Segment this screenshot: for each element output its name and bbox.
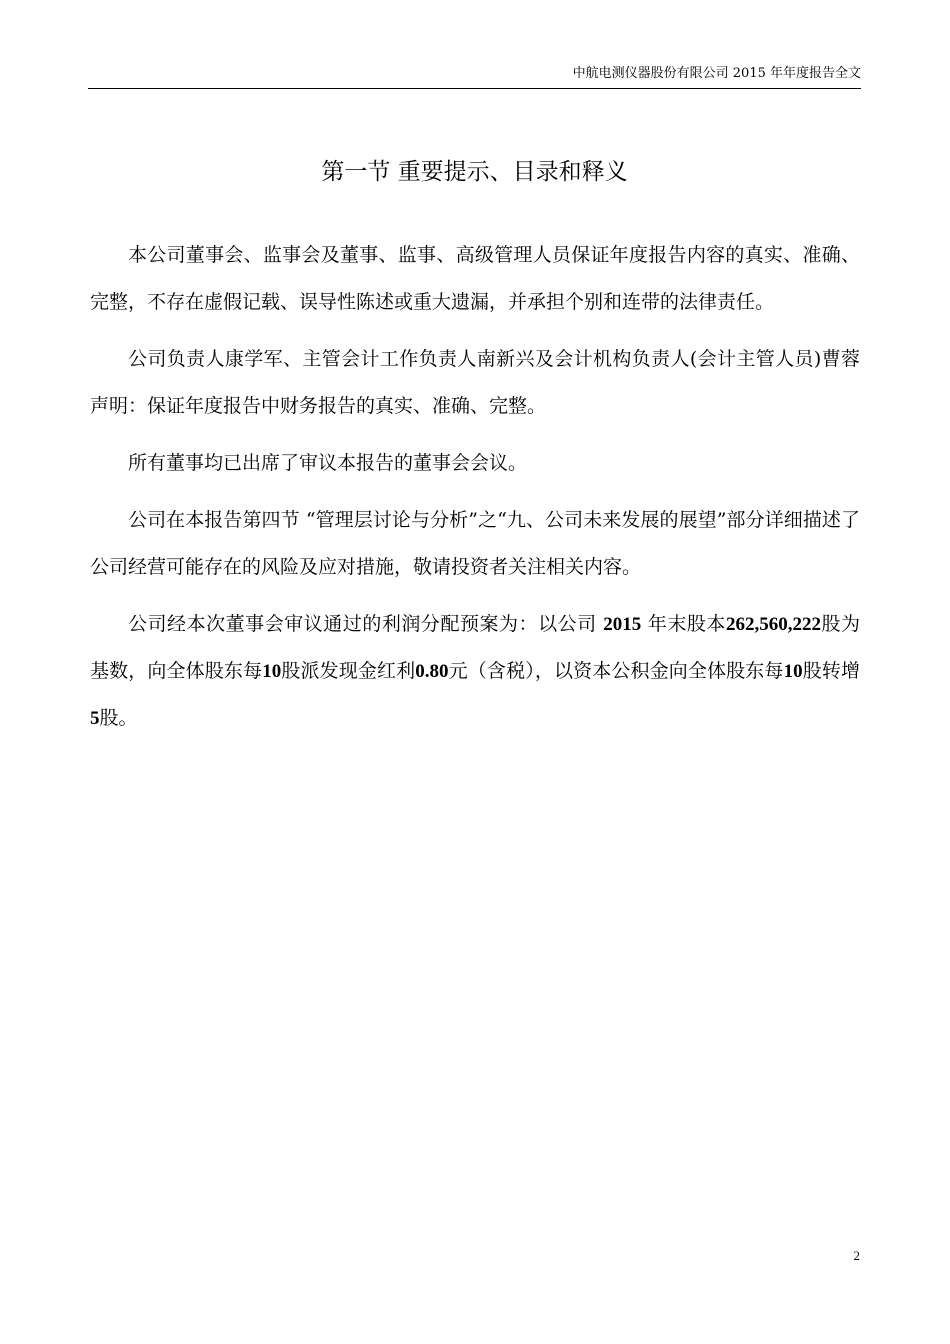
bonus-shares: 5: [90, 708, 100, 729]
running-title: 中航电测仪器股份有限公司 2015 年年度报告全文: [572, 66, 861, 81]
text-segment: 年末股本: [641, 613, 726, 635]
paragraph-responsibility: 本公司董事会、监事会及董事、监事、高级管理人员保证年度报告内容的真实、准确、完整，不存在虚假记载、误导性陈述或重大遗漏，并承担个别和连带的法律责任。: [90, 244, 860, 313]
text-segment: 股转增: [802, 660, 860, 682]
page-header: [88, 66, 861, 89]
per-share-base-2: 10: [783, 661, 803, 682]
section-title: 第一节 重要提示、目录和释义: [321, 159, 628, 185]
text-segment: 公司经本次董事会审议通过的利润分配预案为：以公司: [128, 613, 604, 635]
body-text: [90, 232, 860, 752]
share-capital: 262,560,222: [725, 614, 821, 635]
text-segment: 元（含税），以资本公积金向全体股东每: [448, 660, 784, 682]
per-share-base: 10: [262, 661, 282, 682]
paragraph-declaration: 公司负责人康学军、主管会计工作负责人南新兴及会计机构负责人(会计主管人员)曹蓉声明：保证年度报告中财务报告的真实、准确、完整。: [90, 348, 860, 417]
paragraph-attendance: 所有董事均已出席了审议本报告的董事会会议。: [128, 452, 528, 474]
text-segment: 股派发现金红利: [281, 660, 416, 682]
page-number: 2: [853, 1248, 860, 1263]
cash-dividend: 0.80: [415, 661, 449, 682]
text-segment: 股。: [99, 707, 138, 729]
paragraph-profit-distribution: [90, 601, 860, 742]
paragraph-risk-notice: 公司在本报告第四节 “管理层讨论与分析”之“九、公司未来发展的展望”部分详细描述了公司经营可能存在的风险及应对措施，敬请投资者关注相关内容。: [90, 509, 860, 578]
fiscal-year: 2015: [603, 614, 642, 635]
text-segment: 股为基数，向全体股东每: [90, 613, 860, 682]
